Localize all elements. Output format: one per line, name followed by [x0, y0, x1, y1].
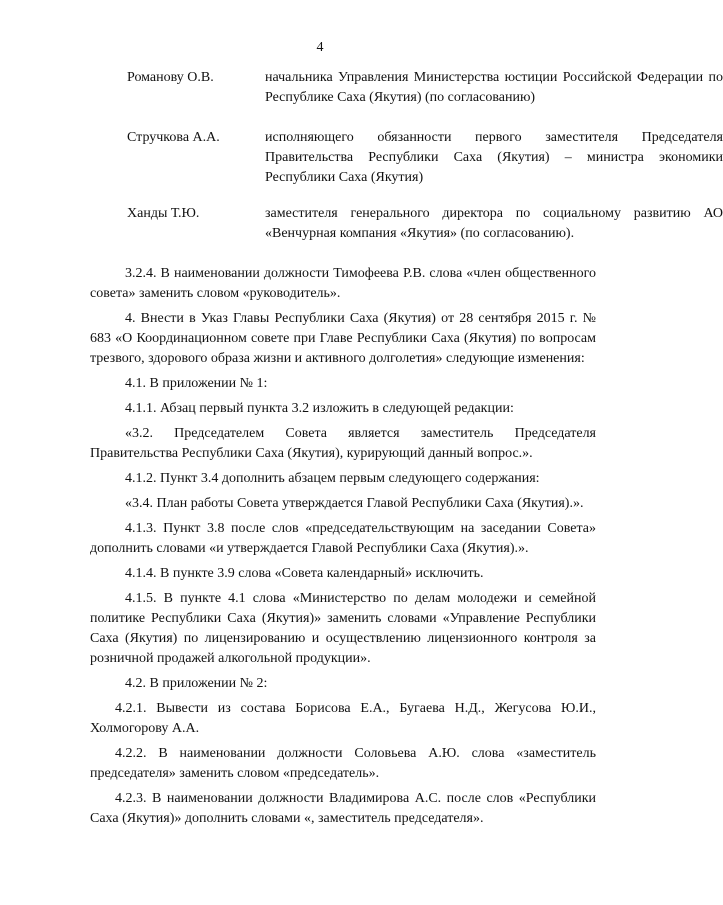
- paragraph-4-2-3: 4.2.3. В наименовании должности Владимирова А.С. после слов «Республики Саха (Якутия)» дополнить словами «, заместитель председателя».: [90, 791, 596, 826]
- person-name: Стручкова А.А.: [127, 130, 220, 145]
- paragraph-4-1-2: 4.1.2. Пункт 3.4 дополнить абзацем первым следующего содержания:: [125, 471, 540, 486]
- person-name: Ханды Т.Ю.: [127, 206, 200, 221]
- paragraph-4-1-4: 4.1.4. В пункте 3.9 слова «Совета календарный» исключить.: [125, 566, 484, 581]
- paragraph-3-2-4: 3.2.4. В наименовании должности Тимофеева Р.В. слова «член общественного совета» заменить словом «руководитель».: [90, 266, 596, 301]
- paragraph-4-2-1: 4.2.1. Вывести из состава Борисова Е.А., Бугаева Н.Д., Жегусова Ю.И., Холмогорову А.А.: [90, 701, 596, 736]
- paragraph-quote-3-4: «3.4. План работы Совета утверждается Главой Республики Саха (Якутия).».: [125, 496, 584, 511]
- person-position: исполняющего обязанности первого заместителя Председателя Правительства Республики Саха (Якутия) – министра экономики Республики Саха (Якутия): [265, 130, 723, 185]
- amendments-text: [90, 264, 596, 834]
- paragraph-4: 4. Внести в Указ Главы Республики Саха (Якутия) от 28 сентября 2015 г. № 683 «О Координационном совете при Главе Республики Саха (Якутия) по вопросам трезвого, здорового образа жизни и активного долголетия» следующие изменения:: [90, 311, 596, 366]
- paragraph-4-1-1: 4.1.1. Абзац первый пункта 3.2 изложить в следующей редакции:: [125, 401, 514, 416]
- paragraph-4-1-3: 4.1.3. Пункт 3.8 после слов «председательствующим на заседании Совета» дополнить словами «и утверждается Главой Республики Саха (Якутия).».: [90, 521, 596, 556]
- paragraph-4-2: 4.2. В приложении № 2:: [125, 676, 268, 691]
- person-position: начальника Управления Министерства юстиции Российской Федерации по Республике Саха (Якутия) (по согласованию): [265, 70, 723, 105]
- paragraph-4-1: 4.1. В приложении № 1:: [125, 376, 268, 391]
- page-number: 4: [316, 40, 324, 55]
- paragraph-4-1-5: 4.1.5. В пункте 4.1 слова «Министерство по делам молодежи и семейной политике Республики Саха (Якутия)» заменить словами «Управление Республики Саха (Якутия) по лицензированию и осуществлению лицензионного контроля за розничной продажей алкогольной продукции».: [90, 591, 596, 666]
- paragraph-quote-3-2: «3.2. Председателем Совета является заместитель Председателя Правительства Республики Саха (Якутия), курирующий данный вопрос.».: [90, 426, 596, 461]
- paragraph-4-2-2: 4.2.2. В наименовании должности Соловьева А.Ю. слова «заместитель председателя» заменить словом «председатель».: [90, 746, 596, 781]
- person-name: Романову О.В.: [127, 70, 214, 85]
- person-position: заместителя генерального директора по социальному развитию АО «Венчурная компания «Якутия» (по согласованию).: [265, 206, 723, 241]
